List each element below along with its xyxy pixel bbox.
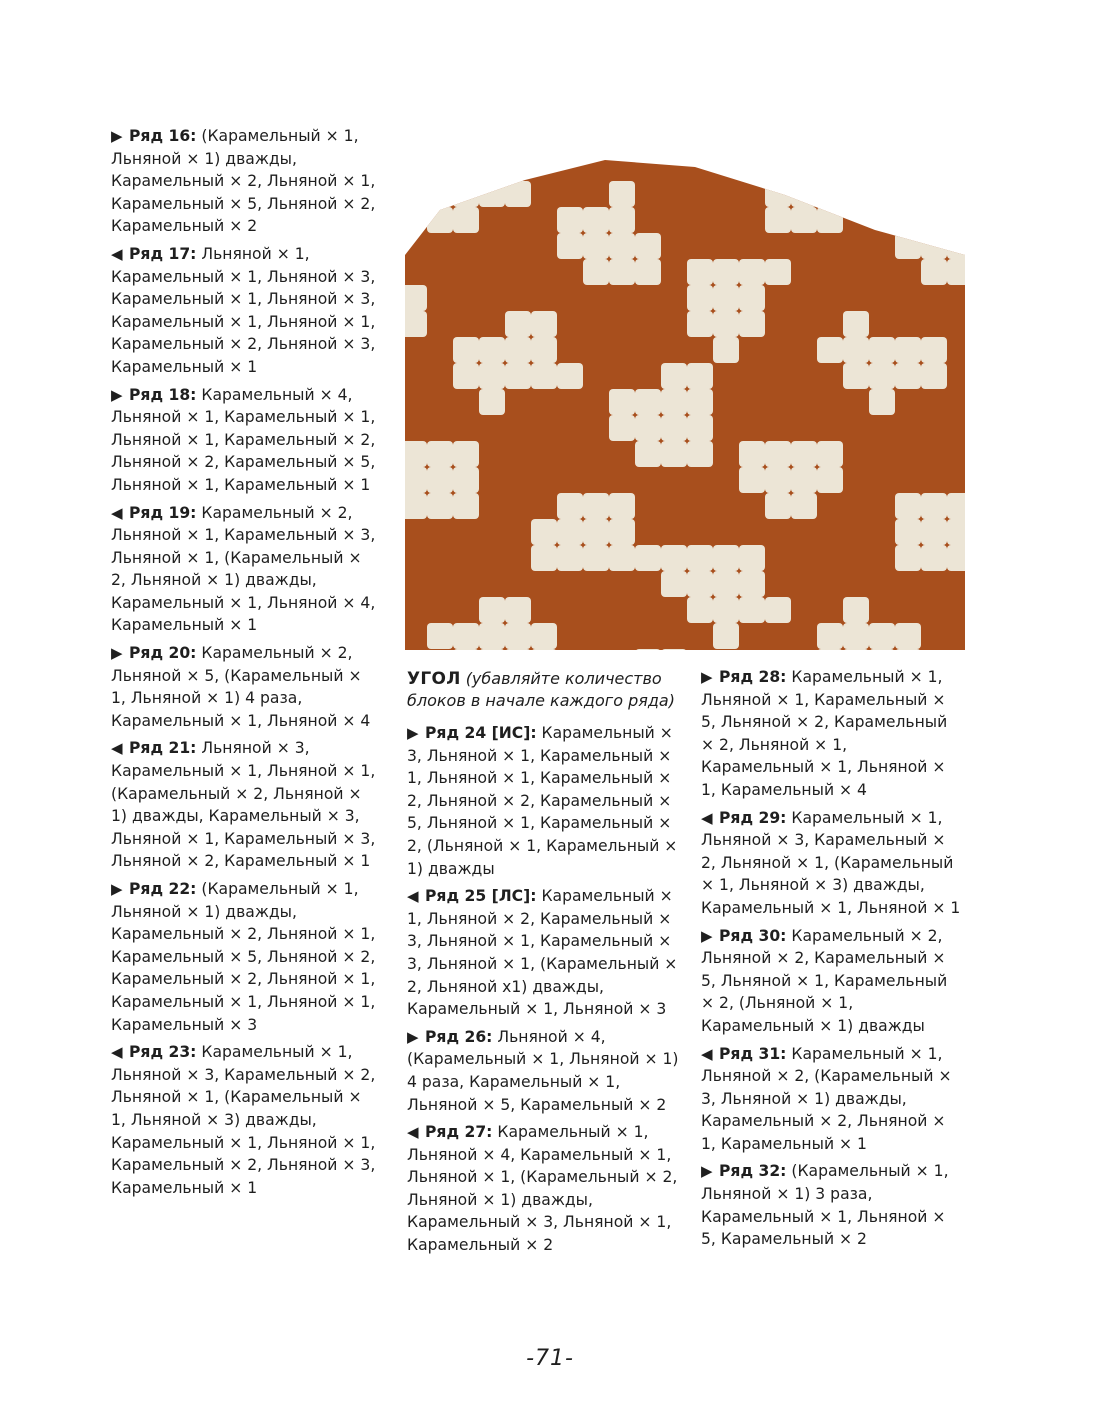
row-text: (Карамельный × 1, Льняной × 1) дважды, Карамельный × 2, Льняной × 1, Карамельный × 5, Льняной × 2, Карамельный × 2 <box>111 127 376 236</box>
linen-stitch-block <box>427 441 453 467</box>
row-text: Льняной × 1, Карамельный × 1, Льняной × 3, Карамельный × 1, Льняной × 3, Карамельный × 1, Льняной × 1, Карамельный × 2, Льняной × 3, Карамельный × 1 <box>111 244 376 376</box>
linen-stitch-block <box>583 259 609 285</box>
row-text: Карамельный × 4, Льняной × 1, Карамельный × 1, Льняной × 1, Карамельный × 2, Льняной × 2, Карамельный × 5, Льняной × 1, Карамельный × 1 <box>111 385 376 494</box>
linen-stitch-block <box>557 207 583 233</box>
linen-stitch-block <box>583 519 609 545</box>
linen-stitch-block <box>505 649 531 650</box>
row-text: Карамельный × 1, Льняной × 3, Карамельный × 2, Льняной × 1, (Карамельный × 1, Льняной × 3) дважды, Карамельный × 1, Льняной × 1 <box>701 808 961 917</box>
linen-stitch-block <box>895 649 921 650</box>
linen-stitch-block <box>505 337 531 363</box>
linen-stitch-block <box>843 363 869 389</box>
linen-stitch-block <box>869 337 895 363</box>
linen-stitch-block <box>405 467 427 493</box>
linen-stitch-block <box>843 337 869 363</box>
row-instruction <box>111 878 376 1036</box>
row-instruction <box>111 737 376 873</box>
linen-stitch-block <box>609 493 635 519</box>
linen-stitch-block <box>895 493 921 519</box>
row-direction-arrow: ◀ <box>111 739 123 758</box>
linen-stitch-block <box>687 259 713 285</box>
row-direction-arrow: ◀ <box>701 808 713 827</box>
linen-stitch-block <box>687 311 713 337</box>
linen-stitch-block <box>921 545 947 571</box>
linen-stitch-block <box>713 311 739 337</box>
linen-stitch-block <box>531 363 557 389</box>
linen-stitch-block <box>405 285 427 311</box>
section-title: УГОЛ <box>407 669 461 689</box>
right-column <box>701 666 963 1256</box>
row-text: Карамельный × 2, Льняной × 2, Карамельный × 5, Льняной × 1, Карамельный × 2, (Льняной × 1, Карамельный × 1) дважды <box>701 926 948 1035</box>
middle-column <box>407 668 682 1262</box>
linen-stitch-block <box>661 415 687 441</box>
linen-stitch-block <box>635 545 661 571</box>
row-text: Карамельный × 1, Льняной × 3, Карамельный × 2, Льняной × 1, (Карамельный × 1, Льняной × 3) дважды, Карамельный × 1, Льняной × 1, Карамельный × 2, Льняной × 3, Карамельный × 1 <box>111 1043 376 1197</box>
linen-stitch-block <box>765 181 791 207</box>
linen-stitch-block <box>791 493 817 519</box>
linen-stitch-block <box>405 493 427 519</box>
linen-stitch-block <box>687 285 713 311</box>
row-label: Ряд 32: <box>719 1162 787 1181</box>
row-label: Ряд 18: <box>129 385 197 404</box>
row-instruction <box>701 1043 963 1156</box>
linen-stitch-block <box>791 207 817 233</box>
row-label: Ряд 20: <box>129 644 197 663</box>
linen-stitch-block <box>713 545 739 571</box>
row-instruction <box>111 642 376 732</box>
linen-stitch-block <box>739 285 765 311</box>
row-text: Карамельный × 2, Льняной × 1, Карамельный × 3, Льняной × 1, (Карамельный × 2, Льняной × 1) дважды, Карамельный × 1, Льняной × 4, Карамельный × 1 <box>111 503 376 635</box>
row-label: Ряд 31: <box>719 1044 787 1063</box>
linen-stitch-block <box>765 597 791 623</box>
linen-stitch-block <box>609 415 635 441</box>
linen-stitch-block <box>713 571 739 597</box>
linen-stitch-block <box>531 545 557 571</box>
linen-stitch-block <box>583 493 609 519</box>
linen-stitch-block <box>479 363 505 389</box>
linen-stitch-block <box>427 493 453 519</box>
linen-stitch-block <box>713 597 739 623</box>
linen-stitch-block <box>609 181 635 207</box>
linen-stitch-block <box>921 259 947 285</box>
row-label: Ряд 23: <box>129 1043 197 1062</box>
linen-stitch-block <box>427 623 453 649</box>
linen-stitch-block <box>817 441 843 467</box>
row-direction-arrow: ▶ <box>111 880 123 898</box>
row-instruction <box>407 1121 682 1257</box>
row-text: Карамельный × 1, Льняной × 1, Карамельный × 5, Льняной × 2, Карамельный × 2, Льняной × 1, Карамельный × 1, Льняной × 1, Карамельный × 4 <box>701 668 948 799</box>
row-direction-arrow: ▶ <box>111 385 123 404</box>
row-direction-arrow: ◀ <box>407 887 419 906</box>
row-direction-arrow: ▶ <box>701 668 713 686</box>
linen-stitch-block <box>687 389 713 415</box>
row-text: Льняной × 4, (Карамельный × 1, Льняной × 1) 4 раза, Карамельный × 1, Льняной × 5, Карамельный × 2 <box>407 1027 679 1114</box>
linen-stitch-block <box>531 311 557 337</box>
row-direction-arrow: ▶ <box>407 724 419 742</box>
linen-stitch-block <box>869 649 895 650</box>
row-direction-arrow: ◀ <box>701 1044 713 1063</box>
linen-stitch-block <box>687 415 713 441</box>
linen-stitch-block <box>895 519 921 545</box>
linen-stitch-block <box>817 337 843 363</box>
linen-stitch-block <box>947 207 965 233</box>
linen-stitch-block <box>921 363 947 389</box>
linen-stitch-block <box>947 233 965 259</box>
linen-stitch-block <box>531 649 557 650</box>
linen-stitch-block <box>947 181 965 207</box>
linen-stitch-block <box>479 389 505 415</box>
linen-stitch-block <box>687 363 713 389</box>
linen-stitch-block <box>843 649 869 650</box>
linen-stitch-block <box>869 389 895 415</box>
linen-stitch-block <box>661 571 687 597</box>
linen-stitch-block <box>609 233 635 259</box>
linen-stitch-block <box>895 337 921 363</box>
linen-stitch-block <box>479 623 505 649</box>
linen-stitch-block <box>453 467 479 493</box>
row-label: Ряд 19: <box>129 503 197 522</box>
linen-stitch-block <box>817 207 843 233</box>
section-heading <box>407 668 682 712</box>
linen-stitch-block <box>427 155 453 181</box>
row-label: Ряд 29: <box>719 808 787 827</box>
row-label: Ряд 16: <box>129 127 197 145</box>
linen-stitch-block <box>505 311 531 337</box>
linen-stitch-block <box>453 441 479 467</box>
row-text: (Карамельный × 1, Льняной × 1) 3 раза, Карамельный × 1, Льняной × 5, Карамельный × 2 <box>701 1162 949 1249</box>
linen-stitch-block <box>635 233 661 259</box>
linen-stitch-block <box>505 623 531 649</box>
row-text: Карамельный × 2, Льняной × 5, (Карамельный × 1, Льняной × 1) 4 раза, Карамельный × 1, Льняной × 4 <box>111 644 371 730</box>
linen-stitch-block <box>843 181 869 207</box>
linen-stitch-block <box>557 519 583 545</box>
linen-stitch-block <box>739 597 765 623</box>
row-text: Льняной × 3, Карамельный × 1, Льняной × 1, (Карамельный × 2, Льняной × 1) дважды, Карамельный × 3, Льняной × 1, Карамельный × 3, Льняной × 2, Карамельный × 1 <box>111 739 376 871</box>
linen-stitch-block <box>609 259 635 285</box>
linen-stitch-block <box>791 441 817 467</box>
linen-stitch-block <box>453 155 479 181</box>
linen-stitch-block <box>869 623 895 649</box>
row-instruction <box>701 807 963 920</box>
linen-stitch-block <box>405 155 427 181</box>
row-instruction <box>111 384 376 497</box>
linen-stitch-block <box>479 337 505 363</box>
linen-stitch-block <box>453 649 479 650</box>
row-direction-arrow: ◀ <box>407 1123 419 1142</box>
linen-stitch-block <box>635 649 661 650</box>
linen-stitch-block <box>895 545 921 571</box>
row-text: Карамельный × 1, Льняной × 4, Карамельный × 1, Льняной × 1, (Карамельный × 2, Льняной × 1) дважды, Карамельный × 3, Льняной × 1, Карамельный × 2 <box>407 1123 678 1255</box>
row-label: Ряд 30: <box>719 926 787 945</box>
linen-stitch-block <box>765 467 791 493</box>
linen-stitch-block <box>791 467 817 493</box>
linen-stitch-block <box>765 441 791 467</box>
row-text: Карамельный × 3, Льняной × 1, Карамельный × 1, Льняной × 1, Карамельный × 2, Льняной × 2, Карамельный × 5, Льняной × 1, Карамельный × 2, (Льняной × 1, Карамельный × 1) дважды <box>407 724 678 878</box>
linen-stitch-block <box>557 363 583 389</box>
linen-stitch-block <box>817 181 843 207</box>
row-text: Карамельный × 1, Льняной × 2, Карамельный × 3, Льняной × 1, Карамельный × 3, Льняной × 1, (Карамельный × 2, Льняной х1) дважды, Карамельный × 1, Льняной × 3 <box>407 887 678 1019</box>
linen-stitch-block <box>531 623 557 649</box>
linen-stitch-block <box>453 337 479 363</box>
linen-stitch-block <box>583 207 609 233</box>
linen-stitch-block <box>531 337 557 363</box>
page-number: -71- <box>526 1346 574 1371</box>
linen-stitch-block <box>453 181 479 207</box>
linen-stitch-block <box>661 389 687 415</box>
linen-stitch-block <box>921 493 947 519</box>
linen-stitch-block <box>687 597 713 623</box>
linen-stitch-block <box>947 519 965 545</box>
row-direction-arrow: ▶ <box>111 644 123 663</box>
row-instruction <box>701 1160 963 1250</box>
linen-stitch-block <box>921 207 947 233</box>
row-instruction <box>701 925 963 1038</box>
linen-stitch-block <box>661 441 687 467</box>
linen-stitch-block <box>405 441 427 467</box>
linen-stitch-block <box>947 493 965 519</box>
linen-stitch-block <box>479 597 505 623</box>
linen-stitch-block <box>687 571 713 597</box>
linen-stitch-block <box>713 285 739 311</box>
linen-stitch-block <box>635 415 661 441</box>
linen-stitch-block <box>453 207 479 233</box>
linen-stitch-block <box>817 649 843 650</box>
linen-stitch-block <box>817 623 843 649</box>
linen-stitch-block <box>687 441 713 467</box>
linen-stitch-block <box>791 181 817 207</box>
linen-stitch-block <box>765 207 791 233</box>
row-direction-arrow: ◀ <box>111 503 123 522</box>
linen-stitch-block <box>453 363 479 389</box>
row-direction-arrow: ◀ <box>111 244 123 263</box>
row-label: Ряд 27: <box>425 1123 493 1142</box>
row-text: Карамельный × 1, Льняной × 2, (Карамельный × 3, Льняной × 1) дважды, Карамельный × 2, Льняной × 1, Карамельный × 1 <box>701 1044 952 1153</box>
linen-stitch-block <box>479 649 505 650</box>
linen-stitch-block <box>505 363 531 389</box>
row-label: Ряд 25 [ЛС]: <box>425 887 537 906</box>
row-instruction <box>701 666 963 802</box>
linen-stitch-block <box>739 545 765 571</box>
linen-stitch-block <box>557 233 583 259</box>
linen-stitch-block <box>765 155 791 181</box>
linen-stitch-block <box>531 519 557 545</box>
linen-stitch-block <box>713 259 739 285</box>
row-label: Ряд 26: <box>425 1027 493 1046</box>
linen-stitch-block <box>739 467 765 493</box>
linen-stitch-block <box>557 493 583 519</box>
linen-stitch-block <box>453 623 479 649</box>
linen-stitch-block <box>661 545 687 571</box>
row-instruction <box>111 125 376 238</box>
linen-stitch-block <box>427 207 453 233</box>
linen-stitch-block <box>405 311 427 337</box>
linen-stitch-block <box>895 233 921 259</box>
linen-stitch-block <box>739 571 765 597</box>
linen-stitch-block <box>843 623 869 649</box>
linen-stitch-block <box>921 337 947 363</box>
linen-stitch-block <box>895 363 921 389</box>
row-instruction <box>407 722 682 880</box>
row-instruction <box>111 502 376 638</box>
linen-stitch-block <box>583 545 609 571</box>
linen-stitch-block <box>765 493 791 519</box>
row-direction-arrow: ◀ <box>111 1043 123 1062</box>
linen-stitch-block <box>791 155 817 181</box>
linen-stitch-block <box>843 597 869 623</box>
linen-stitch-block <box>895 207 921 233</box>
row-direction-arrow: ▶ <box>701 926 713 945</box>
linen-stitch-block <box>921 233 947 259</box>
left-column <box>111 125 376 1204</box>
linen-stitch-block <box>739 311 765 337</box>
linen-stitch-block <box>405 181 427 207</box>
linen-stitch-block <box>661 363 687 389</box>
linen-stitch-block <box>895 623 921 649</box>
linen-stitch-block <box>817 155 843 181</box>
linen-stitch-block <box>609 519 635 545</box>
linen-stitch-block <box>661 649 687 650</box>
row-instruction <box>111 1041 376 1199</box>
linen-stitch-block <box>817 467 843 493</box>
linen-stitch-block <box>635 441 661 467</box>
row-instruction <box>407 1026 682 1116</box>
row-label: Ряд 22: <box>129 880 197 898</box>
crochet-fabric <box>405 125 965 650</box>
linen-stitch-block <box>843 311 869 337</box>
linen-stitch-block <box>739 259 765 285</box>
row-text: (Карамельный × 1, Льняной × 1) дважды, Карамельный × 2, Льняной × 1, Карамельный × 5, Льняной × 2, Карамельный × 2, Льняной × 1, Карамельный × 1, Льняной × 1, Карамельный × 3 <box>111 880 376 1034</box>
linen-stitch-block <box>947 545 965 571</box>
linen-stitch-block <box>635 389 661 415</box>
linen-stitch-block <box>739 441 765 467</box>
linen-stitch-block <box>505 597 531 623</box>
linen-stitch-block <box>687 545 713 571</box>
linen-stitch-block <box>765 259 791 285</box>
linen-stitch-block <box>427 181 453 207</box>
linen-stitch-block <box>635 259 661 285</box>
linen-stitch-block <box>583 233 609 259</box>
linen-stitch-block <box>427 467 453 493</box>
linen-stitch-block <box>713 623 739 649</box>
linen-stitch-block <box>609 207 635 233</box>
row-instruction <box>111 243 376 379</box>
row-direction-arrow: ▶ <box>407 1027 419 1046</box>
row-label: Ряд 21: <box>129 739 197 758</box>
linen-stitch-block <box>609 545 635 571</box>
row-instruction <box>407 885 682 1021</box>
linen-stitch-block <box>505 181 531 207</box>
row-label: Ряд 28: <box>719 668 787 686</box>
mosaic-crochet-photo <box>405 125 965 650</box>
row-direction-arrow: ▶ <box>111 127 123 145</box>
section-note: (убавляйте количество блоков в начале каждого ряда) <box>407 669 675 710</box>
linen-stitch-block <box>713 337 739 363</box>
linen-stitch-block <box>609 389 635 415</box>
linen-stitch-block <box>947 259 965 285</box>
row-label: Ряд 24 [ИС]: <box>425 724 537 742</box>
row-direction-arrow: ▶ <box>701 1162 713 1181</box>
linen-stitch-block <box>869 363 895 389</box>
row-label: Ряд 17: <box>129 244 197 263</box>
linen-stitch-block <box>921 519 947 545</box>
linen-stitch-block <box>453 493 479 519</box>
linen-stitch-block <box>557 545 583 571</box>
linen-stitch-block <box>479 181 505 207</box>
